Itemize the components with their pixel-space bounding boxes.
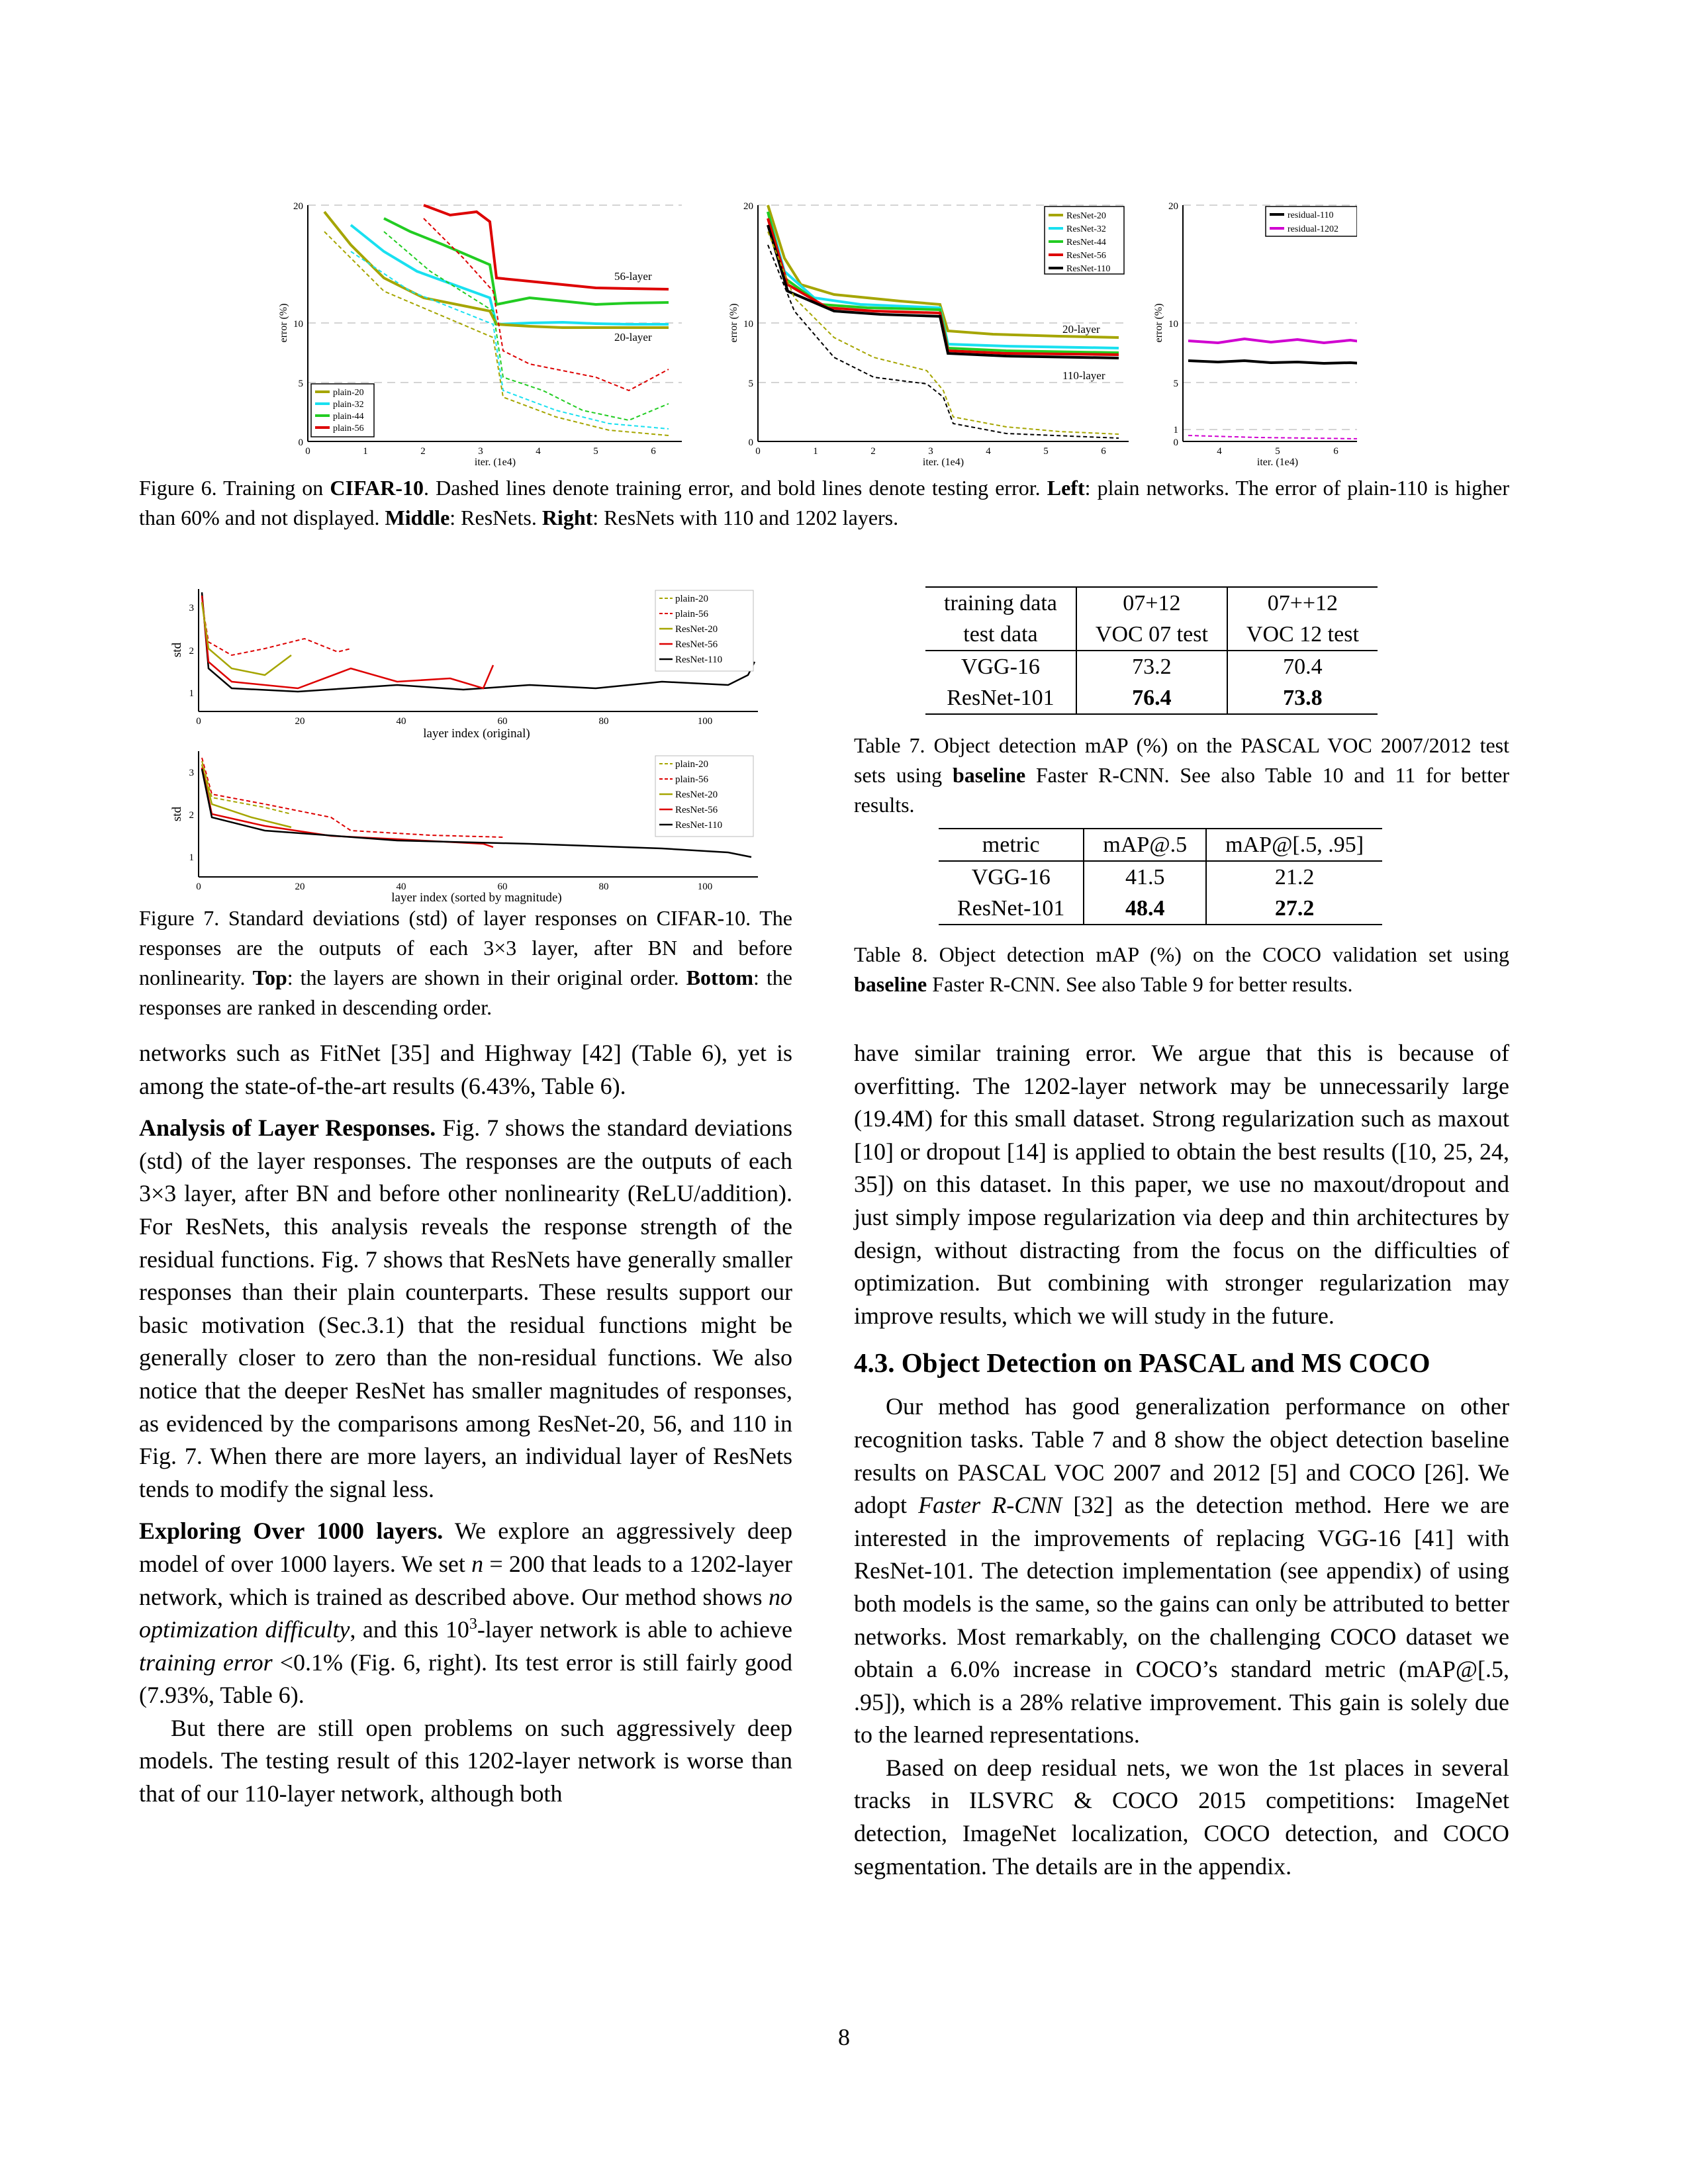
fig6-p1-xtick: 3 [478, 446, 483, 457]
curve-resnet-20 [202, 602, 291, 675]
fig7-t-legend: plain-20 [675, 594, 708, 604]
fig7-b-legend: ResNet-20 [675, 790, 718, 800]
fig6-p3-legend: residual-110 [1288, 210, 1334, 220]
fig6-p2-legend: ResNet-32 [1066, 224, 1106, 234]
fig6-p1-annot-56: 56-layer [614, 270, 652, 283]
fig7-b-xtick: 60 [497, 882, 508, 892]
table-8 [939, 828, 1382, 925]
fig6-p3-xtick: 5 [1275, 446, 1280, 457]
curve-residual-train [1188, 435, 1357, 439]
curve-resnet-56 [202, 596, 493, 688]
fig6-p3-legend: residual-1202 [1288, 224, 1338, 234]
fig7-b-xtick: 0 [196, 882, 201, 892]
fig6-p2-legend: ResNet-56 [1066, 251, 1106, 261]
fig6-p2-annot-20: 20-layer [1062, 323, 1100, 336]
fig6-p3-xlabel: iter. (1e4) [1256, 457, 1299, 468]
table-cell: 73.8 [1227, 682, 1378, 714]
fig7-t-xtick: 20 [295, 716, 305, 727]
fig6-p2-annot-110: 110-layer [1062, 369, 1105, 382]
table-cell: ResNet-101 [925, 682, 1076, 714]
fig7-t-xtick: 100 [697, 716, 713, 727]
table-cell: 27.2 [1206, 893, 1382, 925]
fig6-p2-xtick: 4 [986, 446, 991, 457]
fig7-b-legend: ResNet-56 [675, 805, 718, 815]
paragraph: networks such as FitNet [35] and Highway [42] (Table 6), yet is among the state-of-the-art results (6.43%, Table 6). [139, 1040, 792, 1099]
table-cell: 70.4 [1283, 654, 1323, 679]
fig6-p2-xtick: 2 [870, 446, 876, 457]
fig6-p1-xtick: 5 [593, 446, 598, 457]
fig7-b-xtick: 80 [598, 882, 609, 892]
fig6-p1-ytick-0: 0 [298, 437, 303, 448]
fig6-p2-legend: ResNet-110 [1066, 264, 1111, 274]
fig6-panel-deep [1153, 201, 1357, 468]
fig6-p3-ytick-1: 1 [1173, 425, 1178, 435]
fig7-b-xlabel: layer index (sorted by magnitude) [391, 891, 562, 905]
fig7-b-ytick: 3 [189, 768, 194, 778]
left-column [139, 1037, 792, 1811]
fig6-p3-ytick-5: 5 [1173, 379, 1178, 389]
fig6-p1-legend: plain-56 [333, 424, 364, 433]
fig6-p1-annot-20: 20-layer [614, 331, 652, 343]
table-header-cell: test data [925, 619, 1076, 651]
fig6-p3-ytick-10: 10 [1168, 319, 1178, 330]
fig7-t-ytick: 2 [189, 646, 194, 657]
table-cell: 73.2 [1076, 651, 1227, 682]
fig6-p2-xtick: 3 [928, 446, 933, 457]
page-number: 8 [838, 2024, 850, 2050]
curve-plain-56 [202, 602, 351, 655]
fig7-t-legend: plain-56 [675, 609, 708, 619]
fig7-b-ytick: 2 [189, 810, 194, 821]
table-row [939, 893, 1382, 925]
paragraph: have similar training error. We argue that this is because of overfitting. The 1202-layer network may be unnecessarily large (19.4M) for this small dataset. Strong regularization such as maxout [10] or dropout [14] is applied to obtain the best results ([10, 25, 24, 35]) on this dataset. In this paper, we use no maxout/dropout and just simply impose regularization via deep and thin architectures by design, without distracting from the focus on the difficulties of optimization. But combining with stronger regularization may improve results, which we will study in the future. [854, 1040, 1509, 1329]
figure-7 [132, 576, 794, 913]
fig7-b-ytick: 1 [189, 852, 194, 863]
fig6-p2-xtick: 5 [1043, 446, 1049, 457]
table-cell: ResNet-101 [939, 893, 1084, 925]
fig6-p1-xtick: 2 [420, 446, 426, 457]
fig6-p2-xtick: 6 [1101, 446, 1106, 457]
fig6-p3-ytick-20: 20 [1168, 201, 1178, 212]
table-cell: VGG-16 [925, 651, 1076, 682]
figure-6-caption: Figure 6. Training on CIFAR-10. Dashed lines denote training error, and bold lines denote testing error. Left: plain networks. The error of plain-110 is higher than 60% and not displayed. Middle: ResNets. Right: ResNets with 110 and 1202 layers. [139, 476, 1510, 529]
fig7-t-xtick: 40 [396, 716, 406, 727]
curve-plain-56-sorted [202, 758, 503, 837]
fig7-t-ytick: 1 [189, 688, 194, 699]
curve-plain-44-test [384, 218, 669, 304]
fig7-t-xtick: 60 [497, 716, 508, 727]
fig6-p2-xtick: 0 [755, 446, 761, 457]
fig6-p2-xtick: 1 [813, 446, 818, 457]
table-header-cell: metric [939, 829, 1084, 861]
fig7-b-xtick: 100 [697, 882, 713, 892]
section-heading: 4.3. Object Detection on PASCAL and MS COCO [854, 1347, 1430, 1379]
fig7-t-legend: ResNet-20 [675, 624, 718, 635]
fig6-p2-legend: ResNet-20 [1066, 211, 1106, 221]
fig7-t-ylabel: std [170, 642, 184, 658]
table-cell: 21.2 [1274, 864, 1315, 889]
right-column [854, 1037, 1509, 1883]
fig6-p2-ytick-5: 5 [748, 379, 753, 389]
fig6-p1-ytick-5: 5 [298, 379, 303, 389]
fig6-p2-legend: ResNet-44 [1066, 238, 1106, 248]
fig7-b-xtick: 40 [396, 882, 406, 892]
table-cell: 41.5 [1084, 861, 1206, 893]
fig6-p1-xtick: 6 [651, 446, 656, 457]
fig7-panel-original [170, 589, 758, 741]
paragraph: But there are still open problems on such aggressively deep models. The testing result of this 1202-layer network is worse than that of our 110-layer network, although both [139, 1714, 792, 1807]
table-header-cell: mAP@[.5, .95] [1206, 829, 1382, 861]
table-header-cell: VOC 12 test [1227, 619, 1378, 651]
fig6-p1-xlabel: iter. (1e4) [474, 457, 516, 468]
table-header-cell: training data [925, 587, 1076, 619]
curve-residual-1202-test [1188, 339, 1357, 343]
fig7-t-xtick: 0 [196, 716, 201, 727]
figure-7-caption: Figure 7. Standard deviations (std) of layer responses on CIFAR-10. The responses are the outputs of each 3×3 layer, after BN and before nonlinearity. Top: the layers are shown in their original order. Bottom: the responses are ranked in descending order. [139, 906, 793, 1019]
fig6-panel-resnet [728, 201, 1129, 468]
table-7 [925, 586, 1378, 715]
table-header-cell: mAP@.5 [1084, 829, 1206, 861]
table-row [925, 651, 1378, 682]
fig6-p1-legend: plain-20 [333, 388, 364, 398]
table-header-cell: 07+12 [1076, 587, 1227, 619]
fig7-t-xlabel: layer index (original) [423, 727, 530, 741]
fig6-p1-legend: plain-32 [333, 400, 364, 410]
fig6-p3-xtick: 6 [1333, 446, 1338, 457]
table-cell: VGG-16 [939, 861, 1084, 893]
fig7-t-legend: ResNet-110 [675, 655, 723, 665]
table-cell: 48.4 [1084, 893, 1206, 925]
figure-6 [132, 192, 1357, 483]
paragraph: Based on deep residual nets, we won the 1st places in several tracks in ILSVRC & COCO 2015 competitions: ImageNet detection, ImageNet localization, COCO detection, and COCO segmentation. The details are in the appendix. [854, 1754, 1509, 1880]
table-header-cell: VOC 07 test [1076, 619, 1227, 651]
paragraph-layer-responses: Analysis of Layer Responses. Fig. 7 shows the standard deviations (std) of the layer responses. The responses are the outputs of each 3×3 layer, after BN and before other nonlinearity (ReLU/addition). For ResNets, this analysis reveals the response strength of the residual functions. Fig. 7 shows that ResNets have generally smaller responses than their plain counterparts. These results support our basic motivation (Sec.3.1) that the residual functions might be generally closer to zero than the non-residual functions. We also notice that the deeper ResNet has smaller magnitudes of responses, as evidenced by the comparisons among ResNet-20, 56, and 110 in Fig. 7. When there are more layers, an individual layer of ResNets tends to modify the signal less. [139, 1115, 792, 1502]
fig7-t-ytick: 3 [189, 603, 194, 614]
fig6-p1-xtick: 0 [305, 446, 310, 457]
fig6-p2-ylabel: error (%) [728, 303, 739, 343]
fig7-b-ylabel: std [170, 806, 184, 822]
fig6-p2-xlabel: iter. (1e4) [922, 457, 964, 468]
fig7-t-xtick: 80 [598, 716, 609, 727]
table-row [939, 861, 1382, 893]
fig7-b-legend: plain-20 [675, 759, 708, 770]
fig7-b-legend: ResNet-110 [675, 820, 723, 831]
fig6-p1-xtick: 1 [363, 446, 368, 457]
paragraph: Our method has good generalization performance on other recognition tasks. Table 7 and 8 show the object detection baseline results on PASCAL VOC 2007 and 2012 [5] and COCO [26]. We adopt Faster R-CNN [32] as the detection method. Here we are interested in the improvements of replacing VGG-16 [41] with ResNet-101. The detection implementation (see appendix) of using both models is the same, so the gains can only be attributed to better networks. Most remarkably, on the challenging COCO dataset we obtain a 6.0% increase in COCO’s standard metric (mAP@[.5, .95]), which is a 28% relative improvement. This gain is solely due to the learned representations. [854, 1393, 1509, 1749]
fig6-p1-ytick-10: 10 [293, 319, 303, 330]
fig7-t-legend: ResNet-56 [675, 639, 718, 650]
fig6-p1-ytick-20: 20 [293, 201, 303, 212]
fig6-p1-ylabel: error (%) [278, 303, 289, 343]
fig6-p2-ytick-0: 0 [748, 437, 753, 448]
fig7-b-xtick: 20 [295, 882, 305, 892]
table-row [925, 682, 1378, 714]
fig6-p3-ytick-0: 0 [1173, 437, 1178, 448]
fig6-p2-ytick-20: 20 [743, 201, 753, 212]
fig6-panel-plain [278, 201, 682, 468]
fig6-p3-ylabel: error (%) [1153, 303, 1164, 343]
curve-residual-110-test [1188, 361, 1357, 363]
fig6-p3-xtick: 4 [1217, 446, 1222, 457]
table-8-caption: Table 8. Object detection mAP (%) on the COCO validation set using baseline Faster R-CNN. See also Table 9 for better results. [854, 942, 1509, 996]
fig6-p1-xtick: 4 [536, 446, 541, 457]
fig7-panel-sorted [170, 751, 758, 905]
table-header-cell: 07++12 [1227, 587, 1378, 619]
fig7-b-legend: plain-56 [675, 774, 708, 785]
fig6-p1-legend: plain-44 [333, 412, 364, 422]
paragraph-1000-layers: Exploring Over 1000 layers. We explore an aggressively deep model of over 1000 layers. We set n = 200 that leads to a 1202-layer network, which is trained as described above. Our method shows no optimization difficulty, and this $10^3$-layer network is able to achieve training error <0.1% (Fig. 6, right). Its test error is still fairly good (7.93%, Table 6). [139, 1518, 793, 1709]
table-cell: 76.4 [1076, 682, 1227, 714]
fig6-p2-ytick-10: 10 [743, 319, 753, 330]
table-7-caption: Table 7. Object detection mAP (%) on the PASCAL VOC 2007/2012 test sets using baseline Faster R-CNN. See also Table 10 and 11 for better results. [854, 733, 1510, 817]
